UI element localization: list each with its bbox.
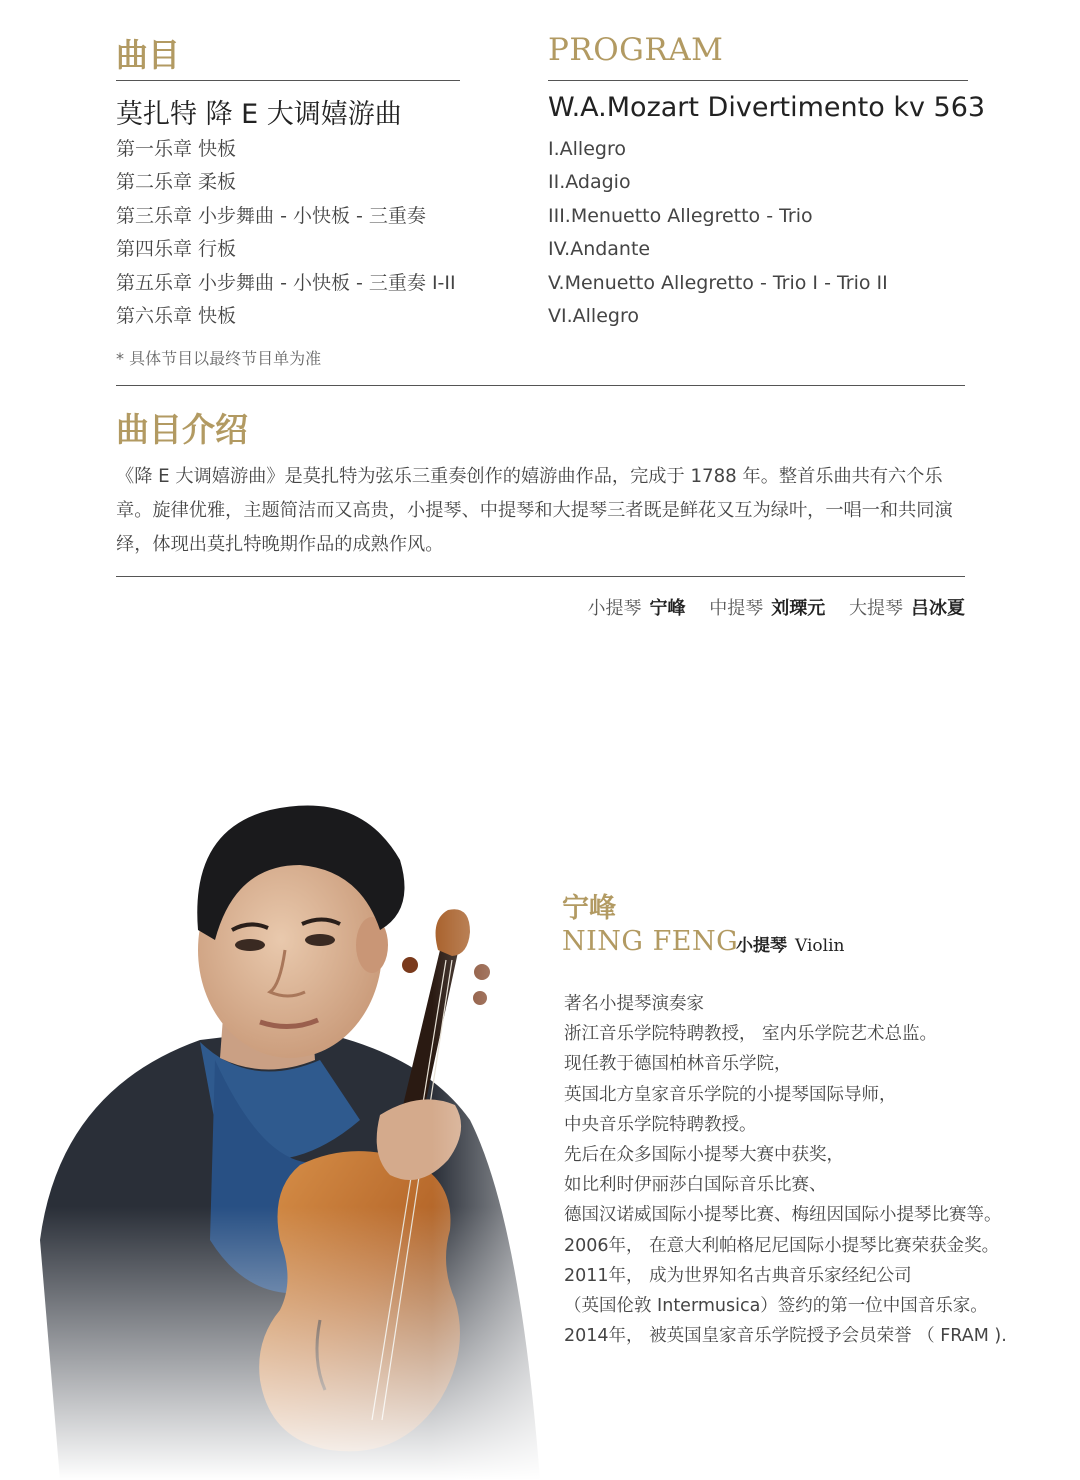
- performer-name: 宁峰: [649, 598, 686, 619]
- movement-item: IV.Andante: [548, 238, 651, 261]
- divider-bottom: [116, 576, 965, 577]
- bio-line: 2006年， 在意大利帕格尼尼国际小提琴比赛荣获金奖。: [564, 1235, 1000, 1256]
- bio-name-en: NING FENG: [562, 926, 739, 957]
- bio-line: 现任教于德国柏林音乐学院，: [564, 1054, 792, 1075]
- bio-line: 著名小提琴演奏家: [564, 994, 704, 1014]
- movement-item: V.Menuetto Allegretto - Trio I - Trio II: [548, 271, 888, 294]
- movement-list-cn: [116, 133, 456, 333]
- bio-role-en: Violin: [795, 936, 845, 956]
- divider-right: [548, 80, 968, 81]
- movement-item: 第一乐章 快板: [116, 138, 237, 160]
- bio-role-cn: 小提琴: [736, 936, 787, 956]
- bio-line: （英国伦敦 Intermusica）签约的第一位中国音乐家。: [564, 1295, 988, 1316]
- performer-role: 中提琴: [709, 598, 764, 619]
- divider-middle: [116, 385, 965, 386]
- movement-item: 第五乐章 小步舞曲 - 小快板 - 三重奏 I-II: [116, 271, 456, 294]
- performer-credits: [588, 594, 965, 620]
- bio-line: 英国北方皇家音乐学院的小提琴国际导师，: [564, 1084, 897, 1105]
- bio-line: 先后在众多国际小提琴大赛中获奖，: [564, 1144, 844, 1165]
- bio-line: 2011年， 成为世界知名古典音乐家经纪公司: [564, 1265, 912, 1286]
- program-heading-en: PROGRAM: [548, 32, 724, 68]
- movement-list-en: [548, 133, 888, 333]
- movement-item: VI.Allegro: [548, 304, 639, 327]
- work-title-en: W.A.Mozart Divertimento kv 563: [548, 92, 986, 123]
- bio-line: 中央音乐学院特聘教授。: [564, 1114, 757, 1135]
- bio-role: [736, 931, 844, 956]
- movement-item: I.Allegro: [548, 138, 626, 160]
- performer-role: 大提琴: [849, 598, 903, 619]
- movement-item: 第三乐章 小步舞曲 - 小快板 - 三重奏: [116, 204, 426, 227]
- bio-line: 如比利时伊丽莎白国际音乐比赛、: [564, 1175, 827, 1196]
- performer-name: 吕冰夏: [911, 598, 965, 619]
- divider-left: [116, 80, 460, 81]
- movement-item: 第二乐章 柔板: [116, 171, 237, 194]
- bio-name-cn: 宁峰: [562, 893, 616, 924]
- violinist-portrait: [0, 760, 600, 1480]
- movement-item: III.Menuetto Allegretto - Trio: [548, 204, 813, 227]
- movement-item: II.Adagio: [548, 171, 631, 194]
- bio-text: [564, 989, 1007, 1351]
- work-title-cn: 莫扎特 降 E 大调嬉游曲: [116, 99, 402, 130]
- intro-heading: 曲目介绍: [116, 410, 248, 449]
- movement-item: 第六乐章 快板: [116, 304, 237, 327]
- performer-name: 刘瑮元: [771, 598, 826, 619]
- bio-line: 德国汉诺威国际小提琴比赛、梅纽因国际小提琴比赛等。: [564, 1205, 1002, 1226]
- performer-role: 小提琴: [587, 598, 642, 619]
- program-note: * 具体节目以最终节目单为准: [116, 349, 322, 368]
- bio-line: 浙江音乐学院特聘教授， 室内乐学院艺术总监。: [564, 1024, 938, 1045]
- movement-item: 第四乐章 行板: [116, 238, 237, 261]
- bio-line: 2014年， 被英国皇家音乐学院授予会员荣誉 （ FRAM ).: [564, 1326, 1007, 1347]
- intro-text: 《降 E 大调嬉游曲》是莫扎特为弦乐三重奏创作的嬉游曲作品，完成于 1788 年。整首乐曲共有六个乐章。旋律优雅，主题简洁而又高贵，小提琴、中提琴和大提琴三者既是鲜花又互为绿叶，一唱一和共同演绎，体现出莫扎特晚期作品的成熟作风。: [116, 466, 953, 555]
- program-heading-cn: 曲目: [116, 36, 181, 74]
